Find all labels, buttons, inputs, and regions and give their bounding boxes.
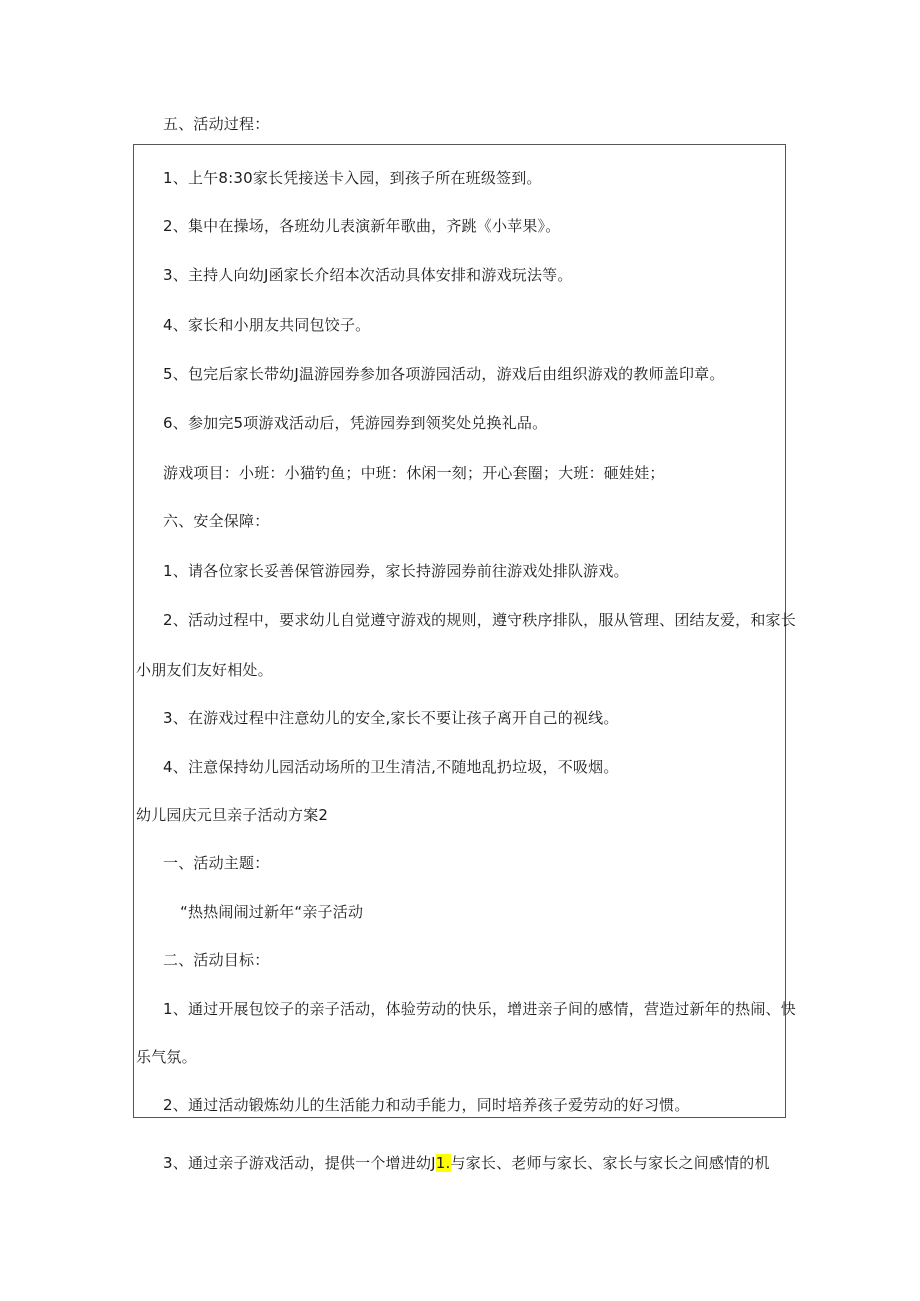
process-step-5: 5、包完后家长带幼J温游园券参加各项游园活动，游戏后由组织游戏的教师盖印章。 — [163, 365, 725, 383]
process-step-4: 4、家长和小朋友共同包饺子。 — [163, 316, 371, 334]
plan-2-title: 幼儿园庆元旦亲子活动方案2 — [136, 806, 329, 824]
content-frame — [133, 144, 786, 1118]
section-heading-safety: 六、安全保障： — [163, 512, 270, 530]
safety-item-1: 1、请各位家长妥善保管游园券，家长持游园券前往游戏处排队游戏。 — [163, 562, 629, 580]
process-step-6: 6、参加完5项游戏活动后，凭游园券到领奖处兑换礼品。 — [163, 414, 548, 432]
goal-3 — [163, 1153, 770, 1173]
goal-3-text-start: 3、通过亲子游戏活动，提供一个增进幼J — [163, 1154, 436, 1172]
process-step-3: 3、主持人向幼J函家长介绍本次活动具体安排和游戏玩法等。 — [163, 266, 573, 284]
goal-3-highlight: 1. — [435, 1154, 451, 1172]
game-items: 游戏项目：小班：小猫钓鱼；中班：休闲一刻；开心套圈；大班：砸娃娃； — [163, 464, 665, 482]
safety-item-4: 4、注意保持幼儿园活动场所的卫生清洁,不随地乱扔垃圾，不吸烟。 — [163, 758, 619, 776]
goal-1-line-1: 1、通过开展包饺子的亲子活动，体验劳动的快乐，增进亲子间的感情，营造过新年的热闹、快 — [163, 1000, 796, 1018]
goal-2: 2、通过活动锻炼幼儿的生活能力和动手能力，同时培养孩子爱劳动的好习惯。 — [163, 1096, 690, 1114]
section-heading-theme: 一、活动主题： — [163, 854, 270, 872]
safety-item-2-line-2: 小朋友们友好相处。 — [136, 661, 273, 679]
goal-3-text-end: 与家长、老师与家长、家长与家长之间感情的机 — [450, 1154, 770, 1172]
section-heading-goals: 二、活动目标： — [163, 951, 270, 969]
activity-theme: “热热闹闹过新年“亲子活动 — [180, 903, 364, 921]
safety-item-3: 3、在游戏过程中注意幼儿的安全,家长不要让孩子离开自己的视线。 — [163, 709, 619, 727]
process-step-2: 2、集中在操场，各班幼儿表演新年歌曲，齐跳《小苹果》。 — [163, 217, 561, 235]
section-heading-process: 五、活动过程： — [163, 115, 270, 133]
process-step-1: 1、上午8:30家长凭接送卡入园，到孩子所在班级签到。 — [163, 169, 542, 187]
safety-item-2-line-1: 2、活动过程中，要求幼儿自觉遵守游戏的规则，遵守秩序排队，服从管理、团结友爱，和家长 — [163, 611, 796, 629]
goal-1-line-2: 乐气氛。 — [136, 1048, 197, 1066]
